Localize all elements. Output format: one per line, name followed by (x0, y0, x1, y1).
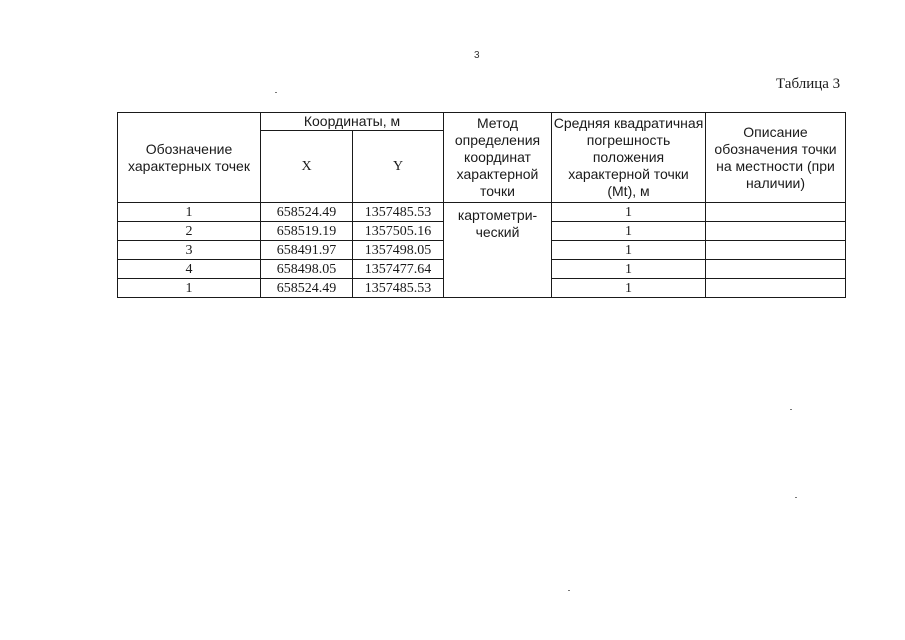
header-point-designation: Обозначение характерных точек (118, 113, 261, 203)
cell-x: 658498.05 (261, 260, 353, 279)
cell-error: 1 (552, 279, 706, 298)
scan-speck (795, 497, 797, 498)
cell-description (706, 222, 846, 241)
cell-error: 1 (552, 222, 706, 241)
header-x: X (261, 131, 353, 203)
cell-x: 658524.49 (261, 279, 353, 298)
cell-error: 1 (552, 260, 706, 279)
cell-x: 658524.49 (261, 203, 353, 222)
cell-error: 1 (552, 241, 706, 260)
table-row (118, 203, 846, 222)
cell-description (706, 279, 846, 298)
cell-y: 1357498.05 (353, 241, 444, 260)
coordinates-table (117, 112, 846, 298)
header-method: Метод определения координат характерной точки (444, 113, 552, 203)
page-number: 3 (474, 50, 480, 61)
header-coordinates: Координаты, м (261, 113, 444, 131)
scan-speck (568, 590, 570, 591)
cell-description (706, 260, 846, 279)
cell-point: 1 (118, 279, 261, 298)
cell-y: 1357485.53 (353, 279, 444, 298)
header-y: Y (353, 131, 444, 203)
cell-method: картометри- ческий (444, 203, 552, 298)
cell-y: 1357505.16 (353, 222, 444, 241)
cell-y: 1357477.64 (353, 260, 444, 279)
cell-point: 1 (118, 203, 261, 222)
scan-speck (275, 92, 277, 93)
header-description: Описание обозначения точки на местности (при наличии) (706, 113, 846, 203)
cell-x: 658491.97 (261, 241, 353, 260)
header-error: Средняя квадратичная погрешность положения характерной точки (Mt), м (552, 113, 706, 203)
cell-x: 658519.19 (261, 222, 353, 241)
cell-error: 1 (552, 203, 706, 222)
cell-point: 3 (118, 241, 261, 260)
cell-y: 1357485.53 (353, 203, 444, 222)
cell-description (706, 203, 846, 222)
cell-point: 2 (118, 222, 261, 241)
table-caption: Таблица 3 (776, 76, 841, 92)
scan-speck (790, 409, 792, 410)
cell-description (706, 241, 846, 260)
cell-point: 4 (118, 260, 261, 279)
